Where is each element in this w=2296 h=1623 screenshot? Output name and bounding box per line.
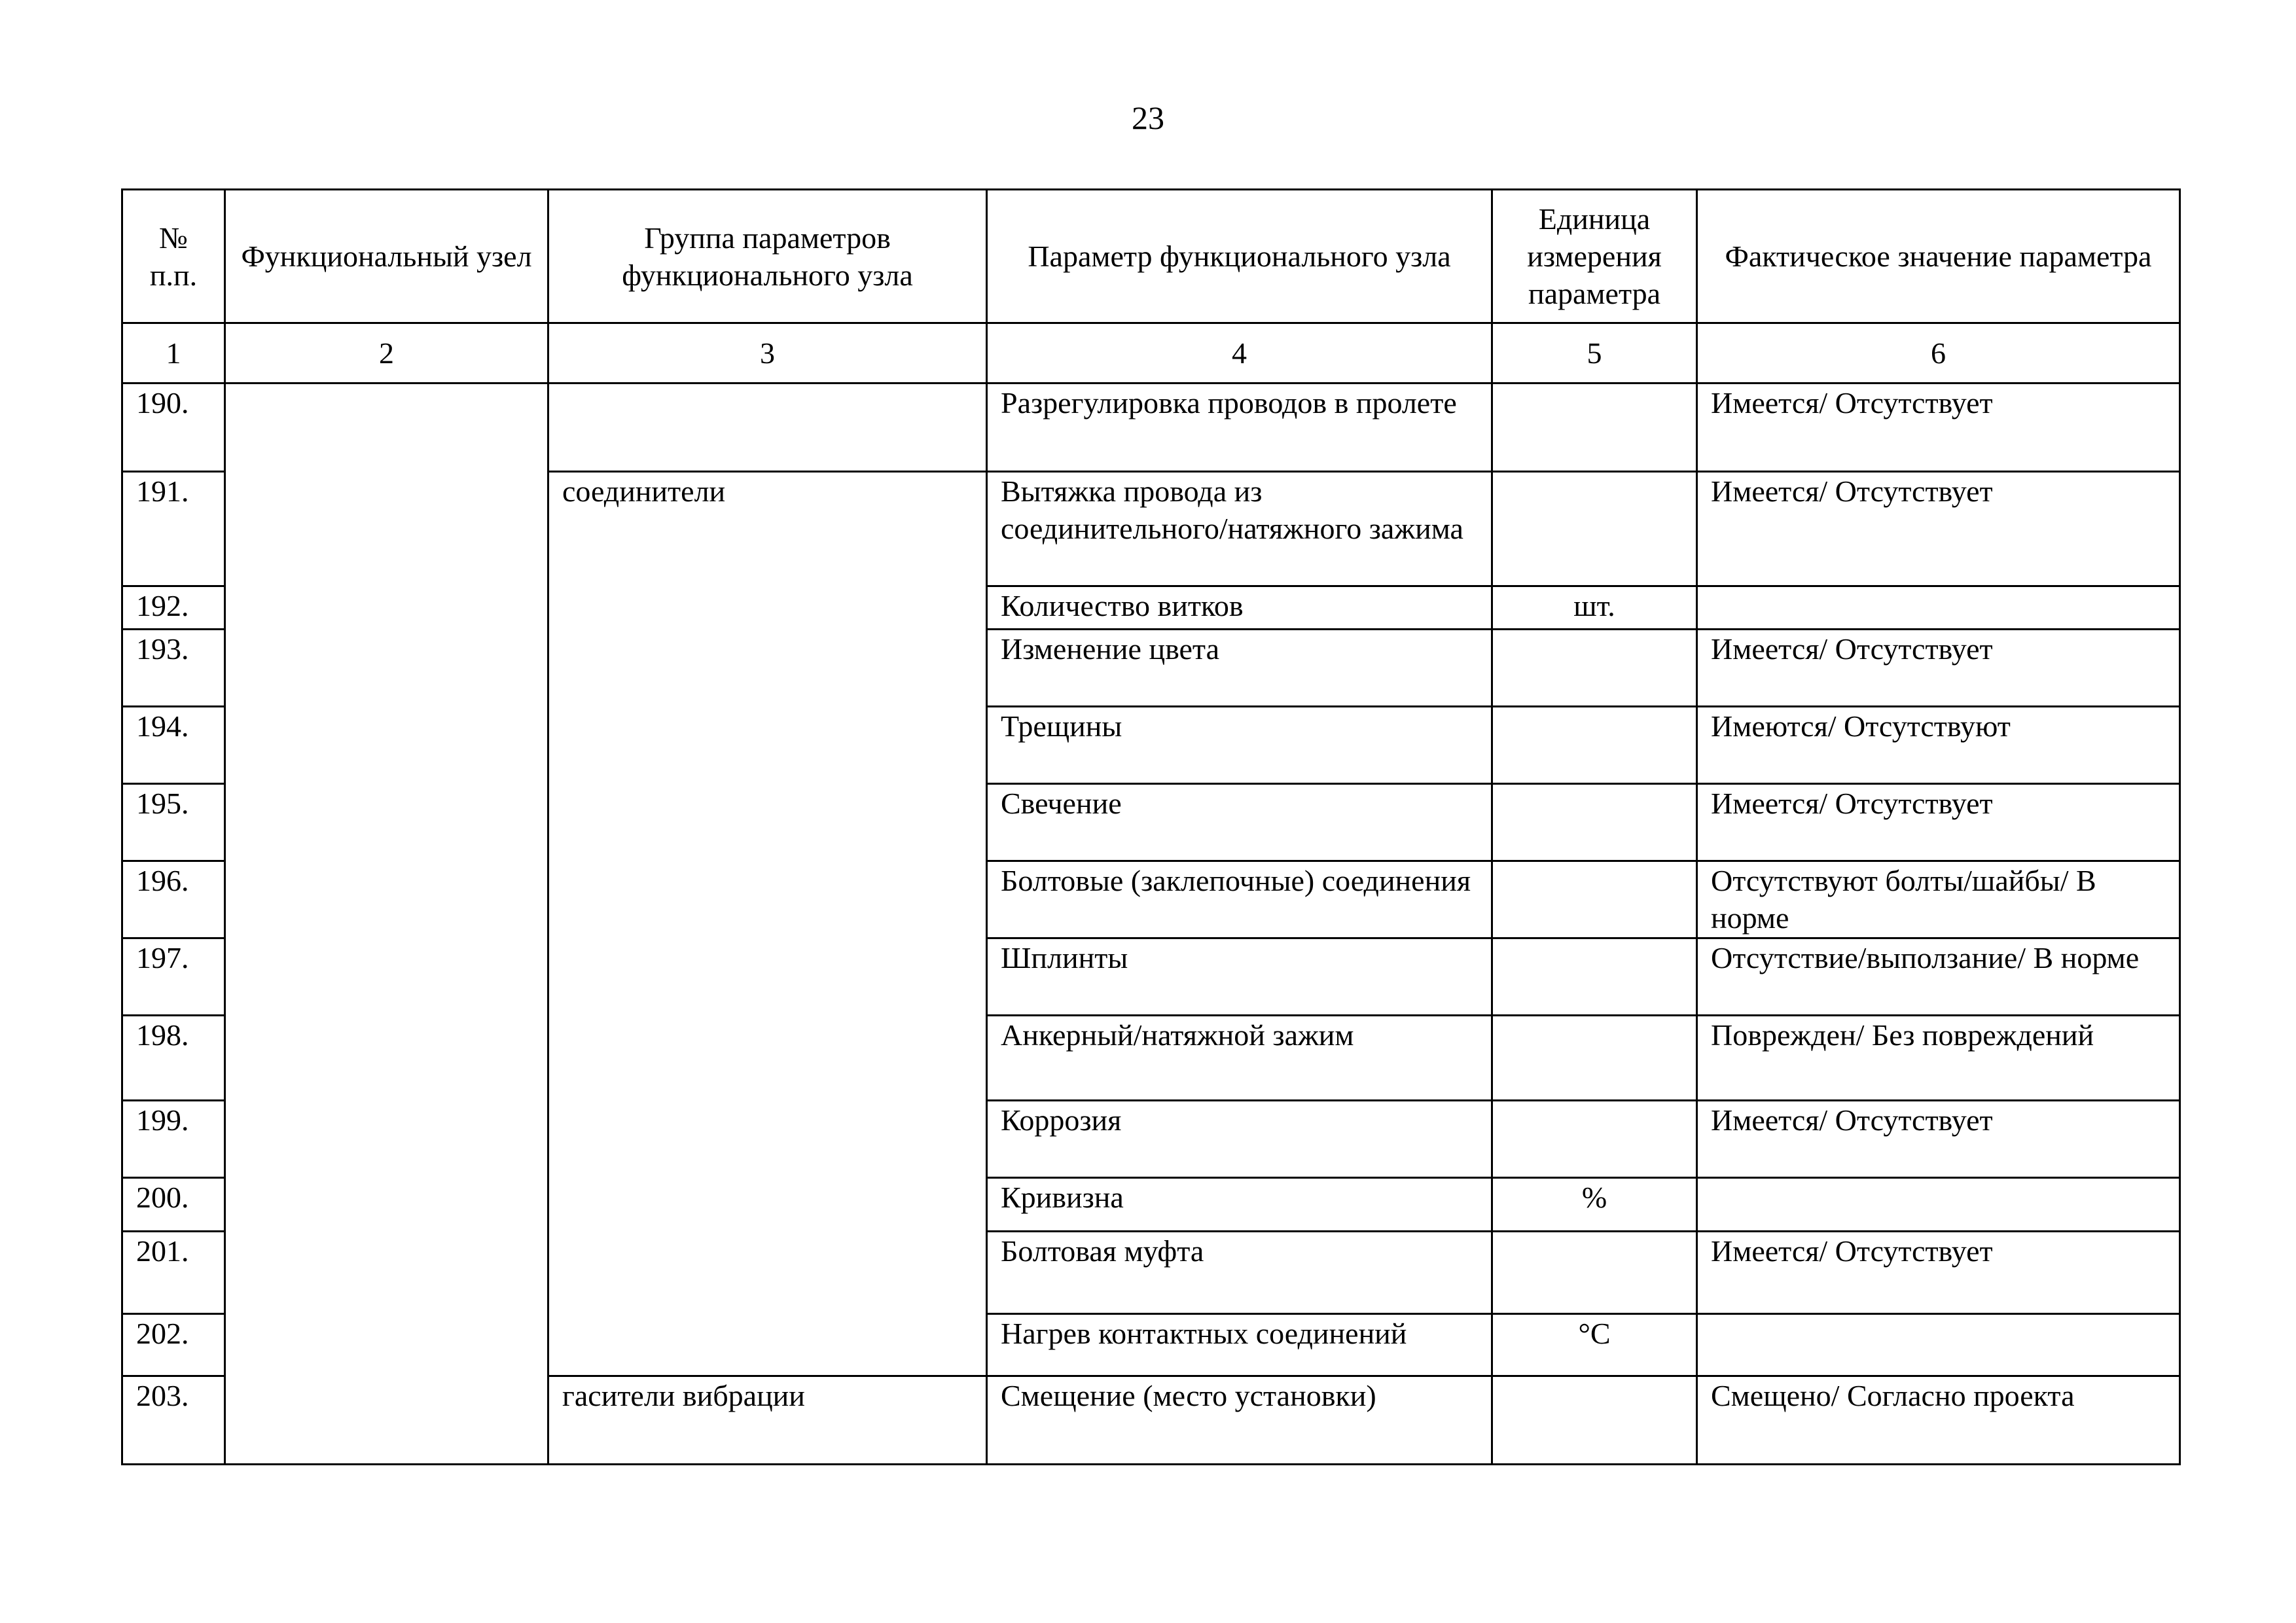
value-cell: Поврежден/ Без повреждений [1697, 1016, 2180, 1101]
column-number: 4 [987, 323, 1492, 383]
value-cell [1697, 1178, 2180, 1232]
unit-cell [1492, 784, 1697, 861]
header-cell: № п.п. [122, 190, 225, 323]
parameter-group-cell: соединители [548, 472, 987, 1376]
unit-cell [1492, 707, 1697, 784]
parameter-cell: Трещины [987, 707, 1492, 784]
value-cell: Имеется/ Отсутствует [1697, 383, 2180, 472]
value-cell: Смещено/ Согласно проекта [1697, 1376, 2180, 1465]
value-cell: Отсутствуют болты/шайбы/ В норме [1697, 861, 2180, 938]
header-cell: Функциональный узел [225, 190, 548, 323]
value-cell [1697, 586, 2180, 630]
functional-node-cell [225, 383, 548, 1465]
value-cell: Отсутствие/выползание/ В норме [1697, 938, 2180, 1016]
table-header-row [122, 190, 2180, 323]
unit-cell [1492, 630, 1697, 707]
column-number: 3 [548, 323, 987, 383]
value-cell: Имеется/ Отсутствует [1697, 784, 2180, 861]
parameter-cell: Вытяжка провода из соединительного/натяжного зажима [987, 472, 1492, 586]
unit-cell [1492, 861, 1697, 938]
row-number: 203. [122, 1376, 225, 1465]
value-cell [1697, 1314, 2180, 1376]
column-number: 2 [225, 323, 548, 383]
parameter-cell: Изменение цвета [987, 630, 1492, 707]
parameter-cell: Разрегулировка проводов в пролете [987, 383, 1492, 472]
unit-cell [1492, 1016, 1697, 1101]
header-cell: Фактическое значение параметра [1697, 190, 2180, 323]
row-number: 194. [122, 707, 225, 784]
header-cell: Параметр функционального узла [987, 190, 1492, 323]
value-cell: Имеется/ Отсутствует [1697, 1232, 2180, 1314]
page-number: 23 [1132, 99, 1164, 136]
unit-cell [1492, 383, 1697, 472]
unit-cell: °С [1492, 1314, 1697, 1376]
value-cell: Имеется/ Отсутствует [1697, 472, 2180, 586]
parameter-cell: Болтовая муфта [987, 1232, 1492, 1314]
unit-cell: % [1492, 1178, 1697, 1232]
value-cell: Имеется/ Отсутствует [1697, 630, 2180, 707]
parameter-cell: Болтовые (заклепочные) соединения [987, 861, 1492, 938]
column-number: 1 [122, 323, 225, 383]
row-number: 192. [122, 586, 225, 630]
column-number-row [122, 323, 2180, 383]
value-cell: Имеются/ Отсутствуют [1697, 707, 2180, 784]
parameter-cell: Кривизна [987, 1178, 1492, 1232]
unit-cell: шт. [1492, 586, 1697, 630]
parameter-cell: Нагрев контактных соединений [987, 1314, 1492, 1376]
row-number: 193. [122, 630, 225, 707]
unit-cell [1492, 1376, 1697, 1465]
parameter-group-cell: гасители вибрации [548, 1376, 987, 1465]
table-row [122, 383, 2180, 472]
unit-cell [1492, 472, 1697, 586]
unit-cell [1492, 1101, 1697, 1178]
parameter-cell: Коррозия [987, 1101, 1492, 1178]
parameters-table [121, 188, 2181, 1465]
parameter-cell: Шплинты [987, 938, 1492, 1016]
unit-cell [1492, 938, 1697, 1016]
parameter-cell: Свечение [987, 784, 1492, 861]
value-cell: Имеется/ Отсутствует [1697, 1101, 2180, 1178]
column-number: 5 [1492, 323, 1697, 383]
row-number: 201. [122, 1232, 225, 1314]
unit-cell [1492, 1232, 1697, 1314]
header-cell: Единица измерения параметра [1492, 190, 1697, 323]
table-body [122, 383, 2180, 1465]
row-number: 198. [122, 1016, 225, 1101]
row-number: 197. [122, 938, 225, 1016]
parameter-cell: Анкерный/натяжной зажим [987, 1016, 1492, 1101]
header-cell: Группа параметров функционального узла [548, 190, 987, 323]
parameter-cell: Смещение (место установки) [987, 1376, 1492, 1465]
column-number: 6 [1697, 323, 2180, 383]
parameter-group-cell [548, 383, 987, 472]
parameter-cell: Количество витков [987, 586, 1492, 630]
row-number: 191. [122, 472, 225, 586]
row-number: 190. [122, 383, 225, 472]
row-number: 199. [122, 1101, 225, 1178]
row-number: 200. [122, 1178, 225, 1232]
row-number: 195. [122, 784, 225, 861]
row-number: 202. [122, 1314, 225, 1376]
row-number: 196. [122, 861, 225, 938]
